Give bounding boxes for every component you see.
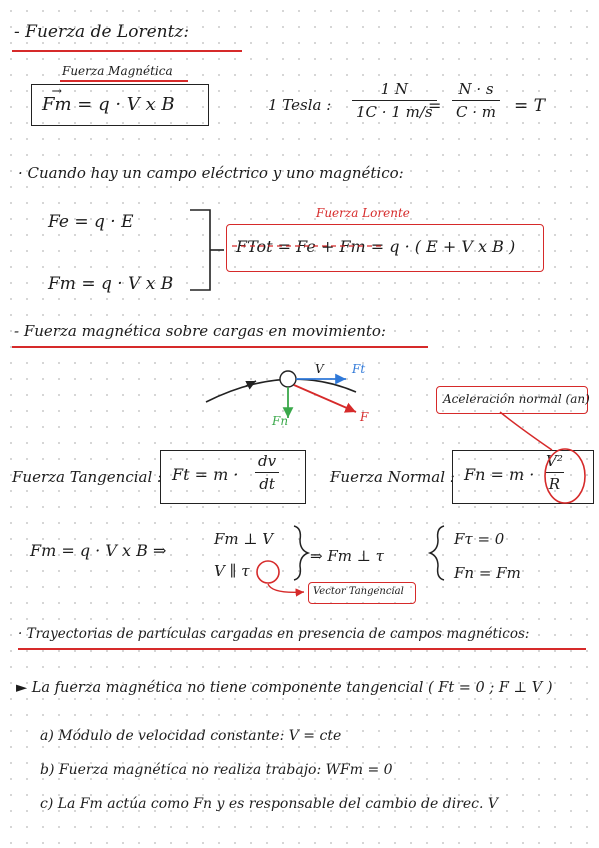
lorentz-force-label: Fuerza Lorente [316,206,410,220]
section2-bracket [190,210,224,290]
no-tangential-component: ► La fuerza magnética no tiene componente tangencial ( Ft = 0 ; F ⊥ V ) [16,680,553,696]
list-item-a: a) Módulo de velocidad constante: V = cte [40,728,342,744]
f-label: F [360,410,369,424]
ftot-formula: FTot = Fe + Fm = q · ( E + V x B ) [236,237,516,256]
fm-formula-2: Fm = q · V x B [48,274,174,294]
tesla-frac2-num: N · s [458,80,494,98]
ft-zero: Fτ = 0 [454,530,505,548]
fn-equals-fm: Fn = Fm [454,564,521,582]
section-title-moving-charges: - Fuerza magnética sobre cargas en movimiento: [14,322,386,340]
fe-formula: Fe = q · E [48,212,134,232]
v-parallel-tau: V ∥ τ [214,562,250,580]
fm-caption: Fuerza Magnética [62,64,173,78]
tesla-frac1-den: 1C · 1 m/s [352,100,437,121]
normal-force-label: Fuerza Normal : [330,468,455,486]
section-title-lorentz: - Fuerza de Lorentz: [14,22,190,42]
curly-brace-2 [430,526,444,580]
fm-implication: Fm = q · V x B ⇒ [30,541,167,560]
tau-pointer [268,584,304,592]
tangential-den: dt [255,472,279,493]
vector-tangential-label: Vector Tangencial [313,586,404,597]
tesla-frac1-num: 1 N [380,80,409,98]
normal-num: V² [546,452,563,470]
fm-symbol: → Fm [42,94,72,115]
fm-perp-tau: ⇒ Fm ⊥ τ [310,547,384,565]
section-title-trajectories: · Trayectorias de partículas cargadas en presencia de campos magnéticos: [18,626,530,642]
fm-formula-rhs: = q · V x B [77,94,175,115]
tesla-label: 1 Tesla : [268,96,332,114]
fn-label: Fn [272,414,289,428]
list-item-c: c) La Fm actúa como Fn y es responsable del cambio de direc. V [40,796,498,812]
normal-formula-left: Fn = m · [464,465,535,484]
tesla-frac2-den: C · m [452,100,500,121]
bullet-fields: · Cuando hay un campo eléctrico y uno magnético: [18,164,404,182]
force-diagram [206,371,356,418]
list-item-b: b) Fuerza magnética no realiza trabajo: WFm = 0 [40,762,393,778]
ft-label: Ft [352,362,366,376]
tau-circle [257,561,279,583]
normal-den: R [545,472,564,493]
tangential-force-label: Fuerza Tangencial : [12,468,163,486]
v2-circle [545,449,585,503]
tangential-num: dv [258,452,277,470]
tangential-formula-left: Ft = m · [172,465,239,484]
fm-perp-v: Fm ⊥ V [214,530,274,548]
tesla-equals: = [428,96,442,115]
curly-brace-1 [294,526,308,580]
velocity-label: V [315,362,324,376]
tesla-result: = T [514,96,545,116]
accel-normal-label: Aceleración normal (an) [443,392,590,406]
accel-pointer [500,412,552,450]
